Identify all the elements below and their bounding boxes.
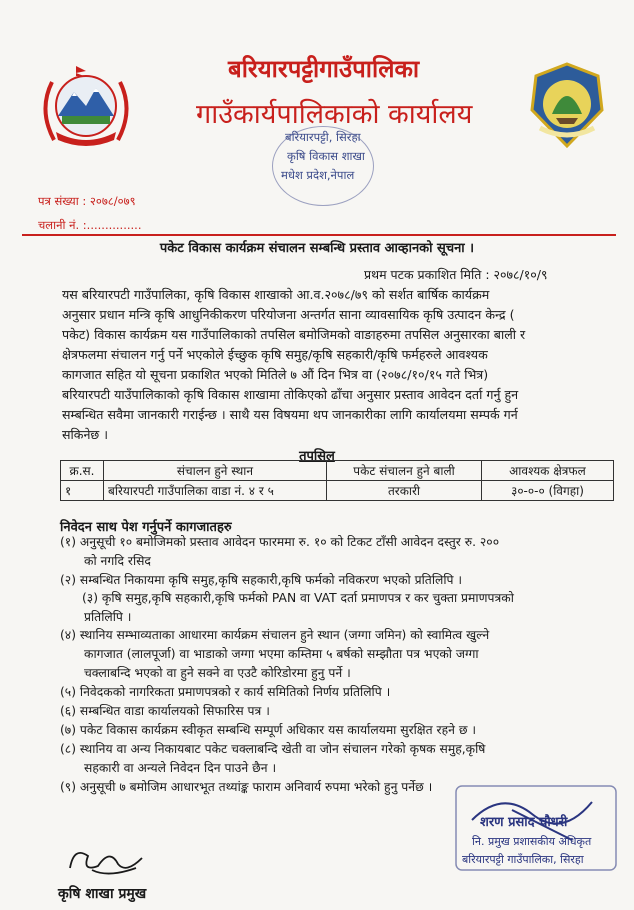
document-item: सहकारी वा अन्यले निवेदन दिन पाउने छैन । <box>84 761 277 775</box>
officer-designation: नि. प्रमुख प्रशासकीय अधिकृत <box>472 835 592 848</box>
column-header: क्र.स. <box>61 461 104 481</box>
body-line: सकिनेछ । <box>62 427 109 442</box>
document-item: (३) कृषि समुह,कृषि सहकारी,कृषि फर्मको PAN वा VAT दर्ता प्रमाणपत्र र कर चुक्ता प्रमाणपत्रको <box>82 591 514 605</box>
published-date: प्रथम पटक प्रकाशित मिति : २०७८/१०/९ <box>364 267 548 282</box>
municipality-seal-logo <box>526 58 608 150</box>
municipality-name: बरियारपट्टीगाउँपालिका <box>228 55 420 83</box>
table-cell: बरियारपटी गाउँपालिका वाडा नं. ४ र ५ <box>104 481 327 501</box>
document-item: (१) अनुसूची १० बमोजिमको प्रस्ताव आवेदन फारममा रु. १० को टिकट टाँसी आवेदन दस्तुर रु. २०० <box>60 535 500 549</box>
document-item: (२) सम्बन्धित निकायमा कृषि समुह,कृषि सहकारी,कृषि फर्मको नविकरण भएको प्रतिलिपि । <box>60 573 463 587</box>
column-header: आवश्यक क्षेत्रफल <box>482 461 614 481</box>
body-line: सम्बन्धित सवैमा जानकारी गराईन्छ । साथै यस विषयमा थप जानकारीका लागि कार्यालयमा सम्पर्क गर्न <box>62 407 518 422</box>
table-header-row <box>61 461 614 481</box>
header-divider <box>22 234 616 236</box>
officer-name: शरण प्रसाद चौधरी <box>480 815 568 830</box>
officer-office: बरियारपट्टी गाउँपालिका, सिरहा <box>462 853 584 866</box>
document-item: चक्लाबन्दि भएको वा हुने सक्ने वा एउटै कोरिडोरमा हुनु पर्ने । <box>84 666 351 680</box>
address-line-2: कृषि विकास शाखा <box>287 149 365 163</box>
dispatch-number: चलानी नं. :............... <box>38 218 142 232</box>
body-line: पकेट) विकास कार्यक्रम यस गाउँपालिकाको तपसिल बमोजिमको वाङाहरुमा तपसिल अनुसारका बाली र <box>62 327 526 342</box>
body-line: क्षेत्रफलमा संचालन गर्नु पर्ने भएकोले ईच्छुक कृषि समुह/कृषि सहकारी/कृषि फर्महरुले आवश्यक <box>62 347 488 362</box>
document-item: (५) निवेदकको नागरिकता प्रमाणपत्रको र कार्य समितिको निर्णय प्रतिलिपि । <box>60 685 391 699</box>
document-item: को नगदि रसिद <box>84 554 151 568</box>
document-item: (४) स्थानिय सम्भाव्यताका आधारमा कार्यक्रम संचालन हुने स्थान (जग्गा जमिन) को स्वामित्व खुल्ने <box>60 628 490 642</box>
address-line-1: बरियारपट्टी, सिरहा <box>285 130 361 144</box>
column-header: पकेट संचालन हुने बाली <box>327 461 482 481</box>
address-line-3: मधेश प्रदेश,नेपाल <box>281 168 355 182</box>
document-item: कागजात (लालपूर्जा) वा भाडाको जग्गा भएमा कम्तिमा ५ बर्षको सम्झौता पत्र भएको जग्गा <box>84 647 479 661</box>
body-line: कागजात सहित यो सूचना प्रकाशित भएको मितिले ७ औं दिन भित्र वा (२०७८/१०/१५ गते भित्र) <box>62 367 489 382</box>
body-line: बरियारपटी याउँपालिकाको कृषि विकास शाखामा तोकिएको ढाँचा अनुसार प्रस्ताव आवेदन दर्ता गर्नु हुन <box>62 387 519 402</box>
table-cell: ३०-०-० (विगहा) <box>482 481 614 501</box>
table-row <box>61 481 614 501</box>
document-item: (९) अनुसूची ७ बमोजिम आधारभूत तथ्यांङ्क फाराम अनिवार्य रुपमा भरेको हुनु पर्नेछ । <box>60 780 433 794</box>
document-item: (८) स्थानिय वा अन्य निकायबाट पकेट चक्लाबन्दि खेती वा जोन संचालन गरेको कृषक समुह,कृषि <box>60 742 486 756</box>
body-line: यस बरियारपटी गाउँपालिका, कृषि विकास शाखाको आ.व.२०७८/७९ को सर्शत बार्षिक कार्यक्रम <box>62 287 490 302</box>
table-cell: १ <box>61 481 104 501</box>
document-item: (७) पकेट विकास कार्यक्रम स्वीकृत सम्बन्धि सम्पूर्ण अधिकार यस कार्यालयमा सुरक्षित रहने छ । <box>60 723 477 737</box>
documents-heading: निवेदन साथ पेश गर्नुपर्ने कागजातहरु <box>60 520 232 535</box>
body-line: अनुसार प्रधान मन्त्रि कृषि आधुनिकीकरण परियोजना अन्तर्गत साना व्यावसायिक कृषि उत्पादन केन्द्र ( <box>62 307 515 322</box>
schedule-heading: तपसिल <box>299 449 335 464</box>
office-name: गाउँकार्यपालिकाको कार्यालय <box>196 99 473 130</box>
column-header: संचालन हुने स्थान <box>104 461 327 481</box>
reference-number: पत्र संख्या : २०७८/०७९ <box>38 194 136 208</box>
document-item: प्रतिलिपि । <box>84 610 132 624</box>
document-item: (६) सम्बन्धित वाडा कार्यालयको सिफारिस पत्र । <box>60 704 270 718</box>
notice-title: पकेट विकास कार्यक्रम संचालन सम्बन्धि प्रस्ताव आव्हानको सूचना । <box>159 241 475 256</box>
schedule-table <box>60 460 614 501</box>
table-cell: तरकारी <box>327 481 482 501</box>
nepal-emblem-logo <box>36 62 136 146</box>
section-chief-title: कृषि शाखा प्रमुख <box>58 886 147 902</box>
section-chief-signature <box>52 838 162 882</box>
